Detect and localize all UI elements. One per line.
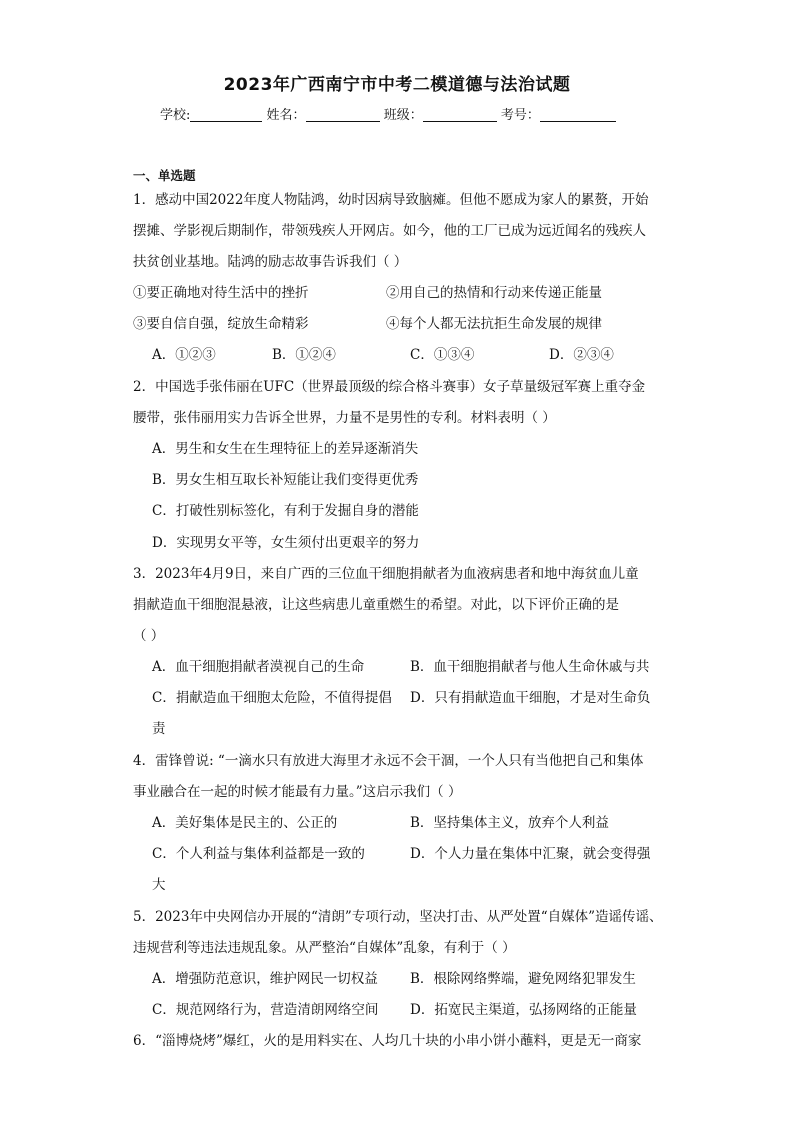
name-label: 姓名： bbox=[266, 108, 306, 123]
q3-option-d[interactable]: D．只有捐献造血干细胞，才是对生命负 bbox=[410, 690, 651, 706]
q1-statement-3: ③要自信自强，绽放生命精彩 bbox=[133, 316, 309, 332]
q2-option-a[interactable]: A．男生和女生在生理特征上的差异逐渐消失 bbox=[152, 441, 419, 457]
q4-option-d-continued: 大 bbox=[152, 877, 166, 893]
exam-number-blank[interactable] bbox=[540, 107, 616, 122]
q2-option-d[interactable]: D．实现男女平等，女生须付出更艰辛的努力 bbox=[152, 535, 420, 551]
q1-stem-line-3: 扶贫创业基地。陆鸿的励志故事告诉我们（ ） bbox=[133, 254, 408, 270]
school-blank[interactable] bbox=[190, 107, 262, 122]
class-blank[interactable] bbox=[423, 107, 497, 122]
q4-option-d[interactable]: D．个人力量在集体中汇聚，就会变得强 bbox=[410, 846, 651, 862]
q2-stem-line-2: 腰带，张伟丽用实力告诉全世界，力量不是男性的专利。材料表明（ ） bbox=[133, 410, 556, 426]
exam-number-label: 考号： bbox=[500, 108, 540, 123]
q3-stem-line-1: 3．2023年4月9日，来自广西的三位血干细胞捐献者为血液病患者和地中海贫血儿童 bbox=[133, 566, 639, 582]
q5-stem-line-2: 违规营利等违法违规乱象。从严整治“自媒体”乱象，有利于（ ） bbox=[133, 940, 516, 956]
q1-stem-line-1: 1．感动中国2022年度人物陆鸿，幼时因病导致脑瘫。但他不愿成为家人的累赘，开始 bbox=[133, 192, 649, 208]
page-title: 2023年广西南宁市中考二模道德与法治试题 bbox=[223, 75, 571, 95]
q3-stem-line-3: （ ） bbox=[133, 628, 165, 644]
q5-stem-line-1: 5．2023年中央网信办开展的“清朗”专项行动，坚决打击、从严处置“自媒体”造谣传谣、 bbox=[133, 909, 663, 925]
q3-option-c[interactable]: C．捐献造血干细胞太危险，不值得提倡 bbox=[152, 690, 392, 706]
q6-stem-line-1: 6．“淄博烧烤”爆红，火的是用料实在、人均几十块的小串小饼小蘸料，更是无一商家 bbox=[133, 1033, 642, 1049]
q1-statement-2: ②用自己的热情和行动来传递正能量 bbox=[386, 285, 602, 301]
q4-option-a[interactable]: A．美好集体是民主的、公正的 bbox=[152, 815, 338, 831]
q1-option-d[interactable]: D．②③④ bbox=[549, 347, 614, 363]
q1-stem-line-2: 摆摊、学影视后期制作，带领残疾人开网店。如今，他的工厂已成为远近闻名的残疾人 bbox=[133, 223, 646, 239]
name-blank[interactable] bbox=[306, 107, 380, 122]
q4-stem-line-1: 4．雷锋曾说: “一滴水只有放进大海里才永远不会干涸，一个人只有当他把自己和集体 bbox=[133, 753, 644, 769]
q1-statement-4: ④每个人都无法抗拒生命发展的规律 bbox=[386, 316, 602, 332]
q1-statement-1: ①要正确地对待生活中的挫折 bbox=[133, 285, 309, 301]
q1-option-b[interactable]: B．①②④ bbox=[272, 347, 336, 363]
q2-option-b[interactable]: B．男女生相互取长补短能让我们变得更优秀 bbox=[152, 472, 419, 488]
q3-option-a[interactable]: A．血干细胞捐献者漠视自己的生命 bbox=[152, 659, 365, 675]
section-heading: 一、单选题 bbox=[133, 168, 196, 183]
q5-option-c[interactable]: C．规范网络行为，营造清朗网络空间 bbox=[152, 1002, 379, 1018]
q4-stem-line-2: 事业融合在一起的时候才能最有力量。”这启示我们（ ） bbox=[133, 784, 462, 800]
q2-stem-line-1: 2．中国选手张伟丽在UFC（世界最顶级的综合格斗赛事）女子草量级冠军赛上重夺金 bbox=[133, 379, 646, 395]
q5-option-a[interactable]: A．增强防范意识，维护网民一切权益 bbox=[152, 971, 378, 987]
q5-option-d[interactable]: D．拓宽民主渠道，弘扬网络的正能量 bbox=[410, 1002, 637, 1018]
q2-option-c[interactable]: C．打破性别标签化，有利于发掘自身的潜能 bbox=[152, 503, 419, 519]
q4-option-c[interactable]: C．个人利益与集体利益都是一致的 bbox=[152, 846, 365, 862]
q3-option-d-continued: 责 bbox=[152, 721, 166, 737]
q3-option-b[interactable]: B．血干细胞捐献者与他人生命休戚与共 bbox=[410, 659, 650, 675]
q1-option-a[interactable]: A．①②③ bbox=[152, 347, 216, 363]
q5-option-b[interactable]: B．根除网络弊端，避免网络犯罪发生 bbox=[410, 971, 636, 987]
q1-option-c[interactable]: C．①③④ bbox=[410, 347, 475, 363]
q3-stem-line-2: 捐献造血干细胞混悬液，让这些病患儿童重燃生的希望。对此，以下评价正确的是 bbox=[133, 597, 619, 613]
q4-option-b[interactable]: B．坚持集体主义，放弃个人利益 bbox=[410, 815, 609, 831]
school-label: 学校: bbox=[160, 108, 191, 123]
class-label: 班级： bbox=[383, 108, 423, 123]
student-info-line bbox=[160, 104, 680, 123]
